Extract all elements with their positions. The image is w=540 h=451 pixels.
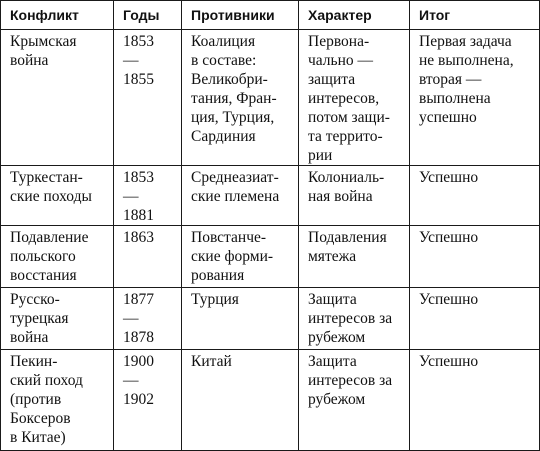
cell-years: 1877 — 1878	[114, 288, 182, 350]
cell-years: 1853 — 1855	[114, 30, 182, 166]
header-result: Итог	[410, 1, 540, 30]
header-years: Годы	[114, 1, 182, 30]
cell-result: Первая задача не выполнена, вторая — выполнена успешно	[410, 30, 540, 166]
cell-conflict: Туркестан- ские походы	[1, 166, 114, 226]
cell-years: 1853 — 1881	[114, 166, 182, 226]
cell-opponents: Повстанче- ские форми- рования	[182, 226, 299, 288]
cell-character: Колониаль- ная война	[299, 166, 410, 226]
table-row	[1, 350, 540, 451]
cell-opponents: Коалиция в составе: Великобри- тания, Фран- ция, Турция, Сардиния	[182, 30, 299, 166]
cell-opponents: Китай	[182, 350, 299, 451]
cell-character: Первона- чально — защита интересов, потом защи- та террито- рии	[299, 30, 410, 166]
table-row	[1, 288, 540, 350]
cell-character: Защита интересов за рубежом	[299, 288, 410, 350]
cell-opponents: Среднеазиат- ские племена	[182, 166, 299, 226]
cell-result: Успешно	[410, 166, 540, 226]
header-row	[1, 1, 540, 30]
cell-conflict: Подавление польского восстания	[1, 226, 114, 288]
cell-conflict: Пекин- ский поход (против Боксеров в Китае)	[1, 350, 114, 451]
table-row	[1, 226, 540, 288]
header-character: Характер	[299, 1, 410, 30]
cell-character: Защита интересов за рубежом	[299, 350, 410, 451]
cell-result: Успешно	[410, 350, 540, 451]
table-row	[1, 30, 540, 166]
cell-conflict: Крымская война	[1, 30, 114, 166]
cell-years: 1900 — 1902	[114, 350, 182, 451]
cell-result: Успешно	[410, 226, 540, 288]
table-row	[1, 166, 540, 226]
cell-result: Успешно	[410, 288, 540, 350]
cell-years: 1863	[114, 226, 182, 288]
cell-conflict: Русско- турецкая война	[1, 288, 114, 350]
cell-character: Подавления мятежа	[299, 226, 410, 288]
header-conflict: Конфликт	[1, 1, 114, 30]
cell-opponents: Турция	[182, 288, 299, 350]
header-opponents: Противники	[182, 1, 299, 30]
